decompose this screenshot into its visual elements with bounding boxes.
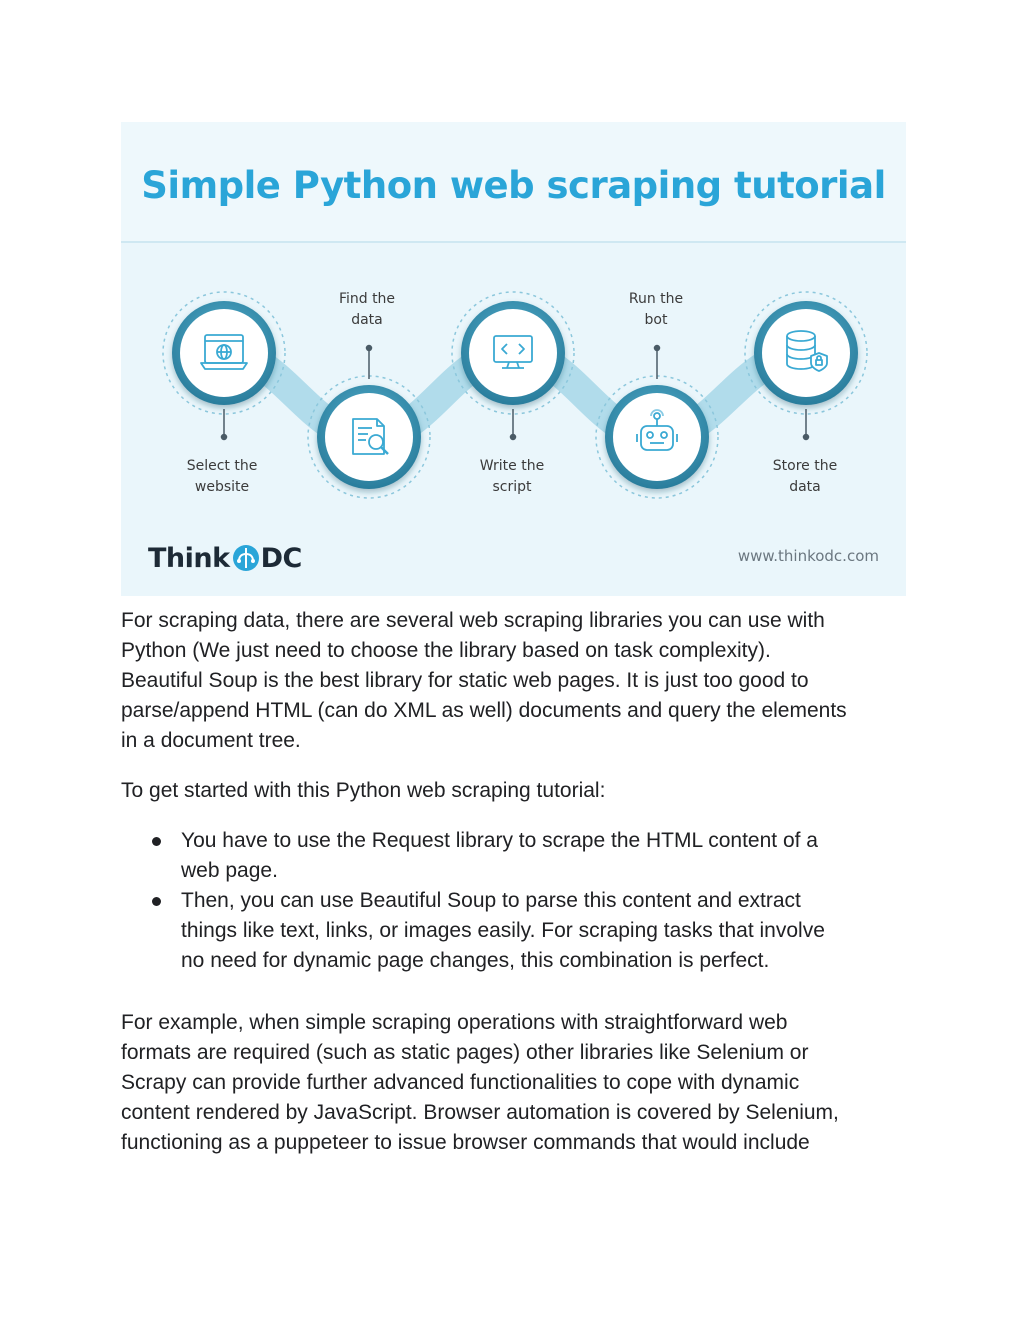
- infographic-title: Simple Python web scraping tutorial: [141, 164, 886, 207]
- list-item: Then, you can use Beautiful Soup to parse this content and extract things like text, links, or images easily. For scraping tasks that involve no need for dynamic page changes, this combination is perfect.: [121, 886, 911, 976]
- brand-text-think: Think: [148, 542, 230, 574]
- thinkodc-logo-icon: [232, 544, 260, 572]
- step-label-write-script: Write the script: [479, 458, 545, 495]
- process-diagram: [121, 122, 906, 596]
- list-item: You have to use the Request library to scrape the HTML content of a web page.: [121, 826, 911, 886]
- example-paragraph: For example, when simple scraping operations with straightforward web formats are required (such as static pages) other libraries like Selenium or Scrapy can provide further advanced functionalities to cope with dynamic content rendered by JavaScript. Browser automation is covered by Selenium, functioning as a puppeteer to issue browser commands that would include: [121, 1011, 839, 1154]
- infographic: [121, 122, 906, 596]
- step-label-select-website: Select the website: [186, 458, 258, 495]
- brand-logo: [148, 540, 302, 576]
- intro-paragraph: For scraping data, there are several web scraping libraries you can use with Python (We just need to choose the library based on task complexity). Beautiful Soup is the best library for static web pages. It is just too good to parse/append HTML (can do XML as well) documents and query the elements in a document tree.: [121, 609, 847, 752]
- steps-bullet-list: [121, 826, 911, 976]
- website-url: www.thinkodc.com: [737, 547, 879, 565]
- lead-paragraph: To get started with this Python web scraping tutorial:: [121, 779, 606, 802]
- brand-text-dc: DC: [260, 542, 302, 574]
- step-label-find-data: Find the data: [338, 291, 396, 328]
- bullet-dot: [152, 897, 161, 906]
- bullet-dot: [152, 837, 161, 846]
- step-label-run-bot: Run the bot: [628, 291, 684, 328]
- step-label-store-data: Store the data: [772, 458, 838, 495]
